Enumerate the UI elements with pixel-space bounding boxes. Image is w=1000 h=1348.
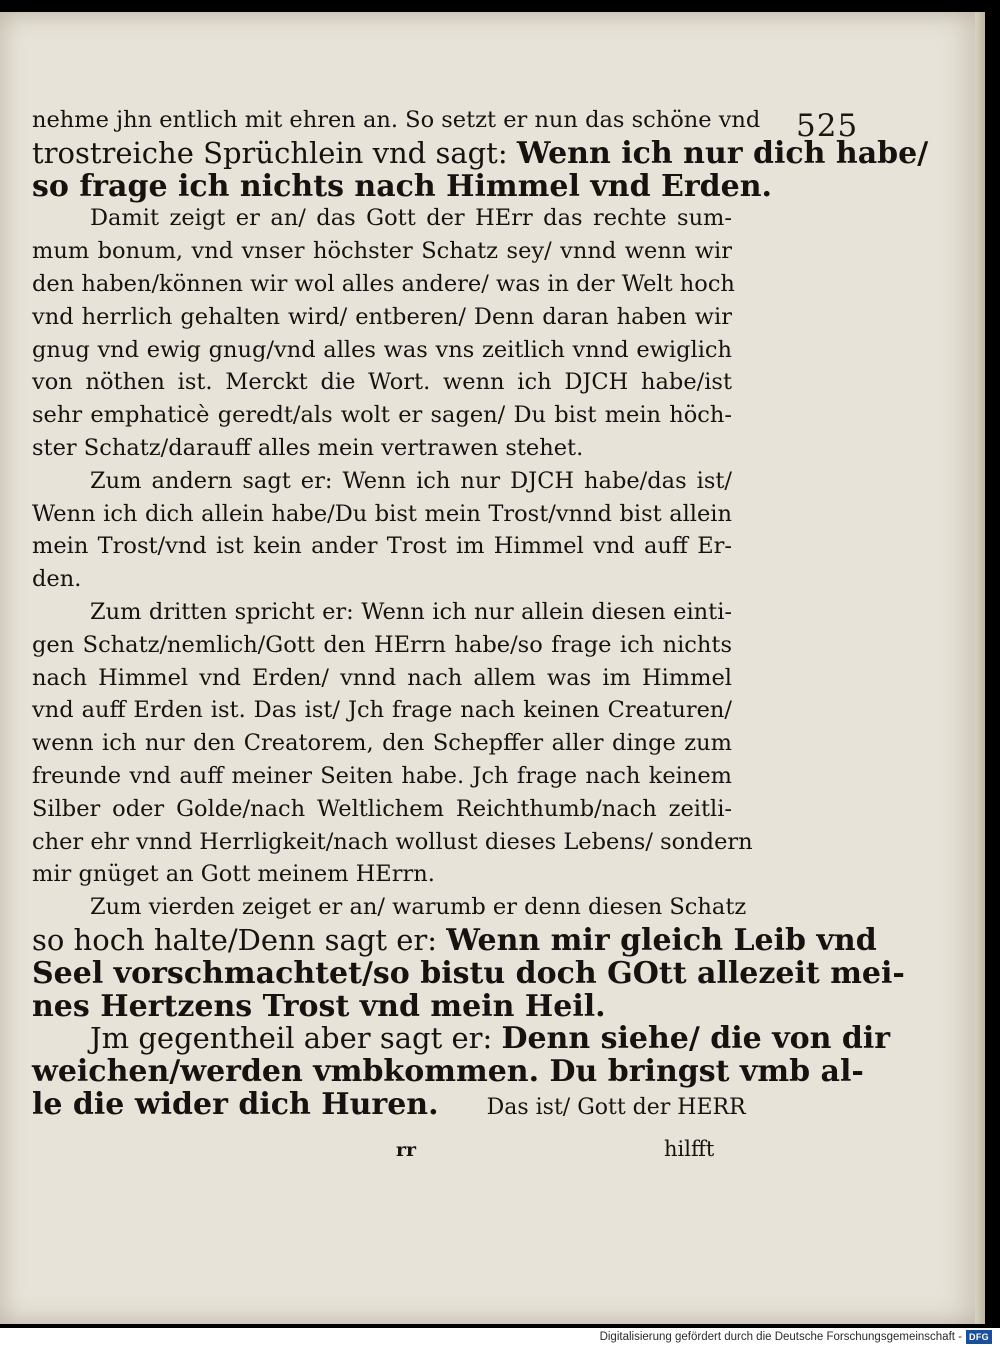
line-text: cher ehr vnnd Herrligkeit/nach wollust dieses Lebens/ sondern [32,828,753,855]
text-line [32,694,732,727]
line-text: vnd auff Erden ist. Das ist/ Jch frage nach keinen Creaturen/ [32,697,732,724]
text-line [32,465,732,498]
text-line [32,168,772,204]
line-text: Damit zeigt er an/ das Gott der HErr das rechte sum- [90,205,732,232]
scripture-quote: Seel vorschmachtet/so bistu doch GOtt allezeit mei- [32,955,905,991]
line-tail: Das ist/ Gott der HERR [486,1094,746,1120]
scripture-quote: Wenn ich nur dich habe/ [516,135,929,171]
text-line [32,793,732,826]
line-text: wenn ich nur den Creatorem, den Schepffer aller dinge zum [32,730,732,757]
line-text: Jm gegentheil aber sagt er: [90,1021,493,1056]
text-line [32,990,732,1023]
line-text: sehr emphaticè geredt/als wolt er sagen/ Du bist mein höch- [32,402,732,429]
text-line [32,334,732,367]
text-line [32,235,732,268]
line-text: trostreiche Sprüchlein vnd sagt: [32,135,508,170]
line-text: Silber oder Golde/nach Weltlichem Reichthumb/nach zeitli- [32,795,732,822]
text-line [32,1021,891,1057]
scripture-quote: so frage ich nichts nach Himmel vnd Erden. [32,168,772,204]
line-text: den haben/können wir wol alles andere/ was in der Welt hoch [32,270,735,297]
line-text: Wenn ich dich allein habe/Du bist mein Trost/vnnd bist allein [32,500,732,527]
line-text: gnug vnd ewig gnug/vnd alles was vns zeitlich vnnd ewiglich [32,336,732,363]
line-text: vnd herrlich gehalten wird/ entberen/ Denn daran haben wir [32,303,732,330]
line-text: gen Schatz/nemlich/Gott den HErrn habe/so frage ich nichts [32,631,732,658]
line-text: von nöthen ist. Merckt die Wort. wenn ich DJCH habe/ist [32,369,732,396]
text-line [32,202,732,235]
scripture-quote: le die wider dich Huren. [32,1086,439,1122]
text-line [32,1054,864,1090]
text-line [32,596,732,629]
dfg-logo: DFG [966,1330,992,1344]
text-line [32,629,732,662]
text-line [32,662,732,695]
text-line [32,891,747,924]
text-line [32,727,732,760]
line-text: mum bonum, vnd vnser höchster Schatz sey/ vnnd wenn wir [32,238,732,265]
line-text: Zum dritten spricht er: Wenn ich nur allein diesen einti- [90,598,732,625]
line-text: mir gnüget an Gott meinem HErrn. [32,861,435,888]
text-line [32,955,905,991]
scripture-quote: Wenn mir gleich Leib vnd [446,922,877,958]
text-line [32,922,877,958]
text-line [32,432,732,465]
catchword: hilfft [664,1137,715,1161]
line-text: nach Himmel vnd Erden/ vnnd nach allem was im Himmel [32,664,732,691]
text-line [32,268,735,301]
page-edge [975,12,985,1324]
funding-credit: Digitalisierung gefördert durch die Deutsche Forschungsgemeinschaft - [599,1331,962,1343]
line-text: freunde vnd auff meiner Seiten habe. Jch frage nach keinem [32,762,732,789]
line-text: Zum andern sagt er: Wenn ich nur DJCH habe/das ist/ [90,467,732,494]
text-line [32,1086,746,1122]
text-line [32,104,761,137]
line-text: den. [32,566,82,593]
text-line [32,366,732,399]
text-line [32,563,732,596]
text-line [32,858,732,891]
line-text: ster Schatz/darauff alles mein vertrawen stehet. [32,434,584,461]
text-line [32,826,753,859]
signature-mark: rr [396,1139,417,1161]
line-text: Zum vierden zeiget er an/ warumb er denn diesen Schatz [90,894,747,921]
scripture-quote: Denn siehe/ die von dir [501,1021,891,1057]
footer-bar [0,1328,1000,1348]
line-text: nehme jhn entlich mit ehren an. So setzt er nun das schöne vnd [32,107,761,133]
text-line [32,399,732,432]
text-line [32,760,732,793]
line-text: so hoch halte/Denn sagt er: [32,922,438,957]
text-line [32,530,732,563]
page-number: 525 [796,108,859,144]
book-page [0,12,985,1324]
text-line [32,135,929,171]
text-line [32,301,732,334]
text-line [32,498,732,531]
line-text: mein Trost/vnd ist kein ander Trost im Himmel vnd auff Er- [32,533,732,560]
scripture-quote: weichen/werden vmbkommen. Du bringst vmb al- [32,1054,864,1090]
scripture-quote: nes Hertzens Trost vnd mein Heil. [32,988,606,1024]
